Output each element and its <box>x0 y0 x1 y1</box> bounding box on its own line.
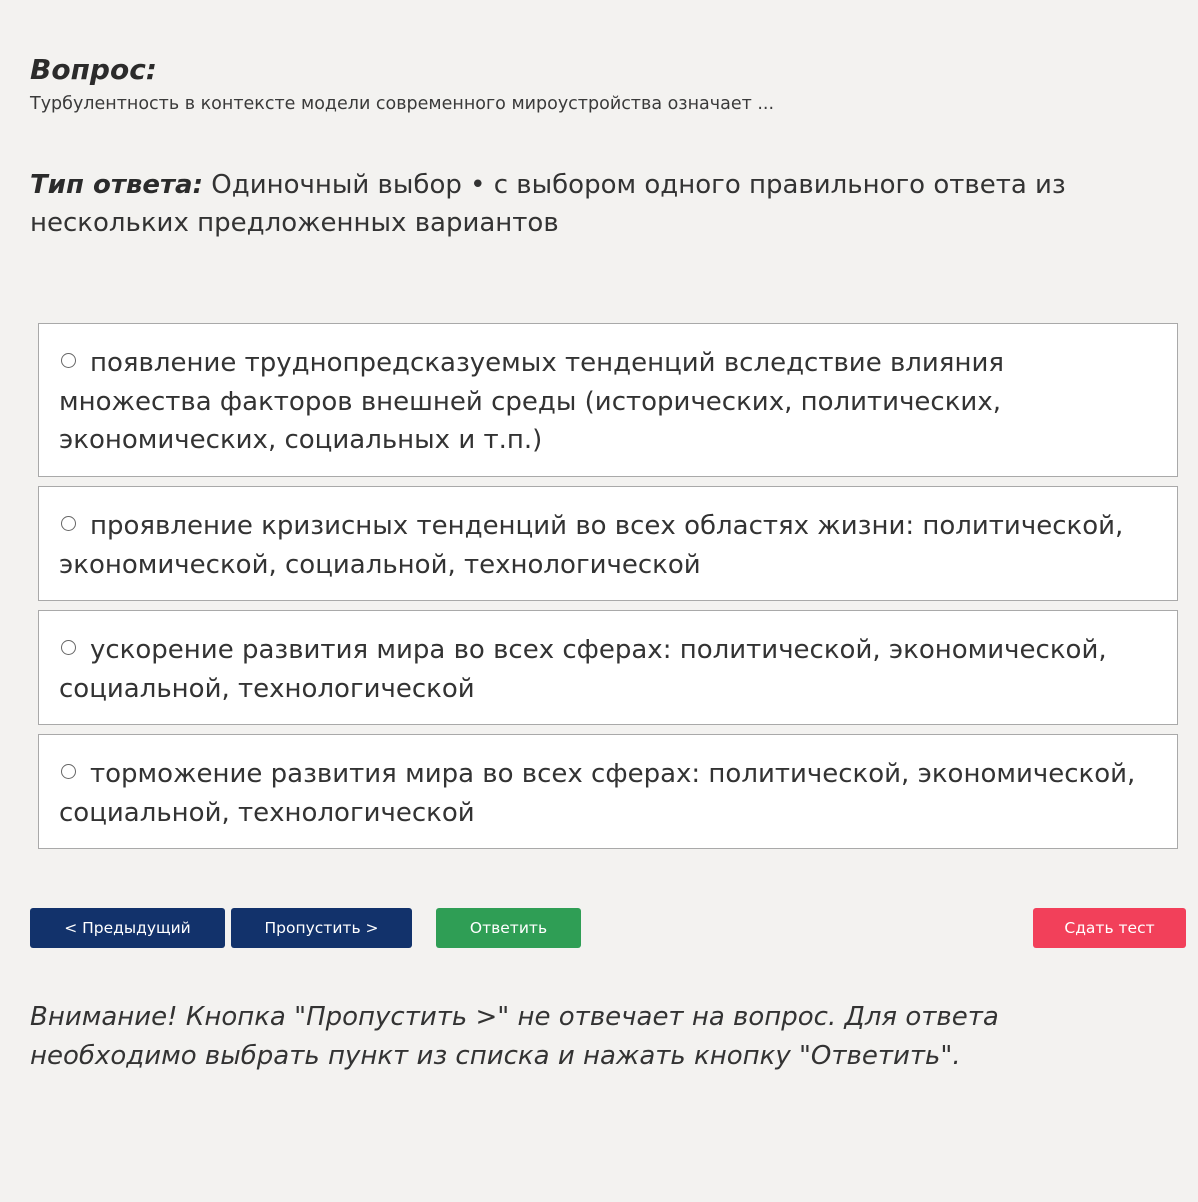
answer-option[interactable] <box>38 486 1178 601</box>
answer-option[interactable] <box>38 610 1178 725</box>
previous-button[interactable]: < Предыдущий <box>30 908 225 948</box>
answer-type-label: Тип ответа: <box>30 170 203 200</box>
question-text: Турбулентность в контексте модели современного мироустройства означает ... <box>30 94 775 114</box>
skip-warning-notice: Внимание! Кнопка "Пропустить >" не отвечает на вопрос. Для ответа необходимо выбрать пункт из списка и нажать кнопку "Ответить". <box>30 1002 999 1071</box>
answer-type <box>30 166 1180 242</box>
answer-option-label: торможение развития мира во всех сферах: политической, экономической, социальной, технологической <box>59 759 1136 828</box>
answer-option-label: ускорение развития мира во всех сферах: политической, экономической, социальной, технологической <box>59 635 1107 704</box>
answer-button[interactable]: Ответить <box>436 908 581 948</box>
radio-icon[interactable] <box>61 764 76 779</box>
radio-icon[interactable] <box>61 516 76 531</box>
answer-option-label: проявление кризисных тенденций во всех областях жизни: политической, экономической, социальной, технологической <box>59 511 1124 580</box>
finish-test-button[interactable]: Сдать тест <box>1033 908 1186 948</box>
radio-icon[interactable] <box>61 640 76 655</box>
question-heading: Вопрос: <box>30 53 157 86</box>
answer-option[interactable] <box>38 734 1178 849</box>
answer-option[interactable] <box>38 323 1178 477</box>
skip-button[interactable]: Пропустить > <box>231 908 412 948</box>
radio-icon[interactable] <box>61 353 76 368</box>
answer-type-value: Одиночный выбор • с выбором одного правильного ответа из нескольких предложенных вариантов <box>30 170 1066 238</box>
answer-options-list <box>38 323 1178 858</box>
answer-option-label: появление труднопредсказуемых тенденций вследствие влияния множества факторов внешней среды (исторических, политических, экономических, социальных и т.п.) <box>59 348 1004 455</box>
